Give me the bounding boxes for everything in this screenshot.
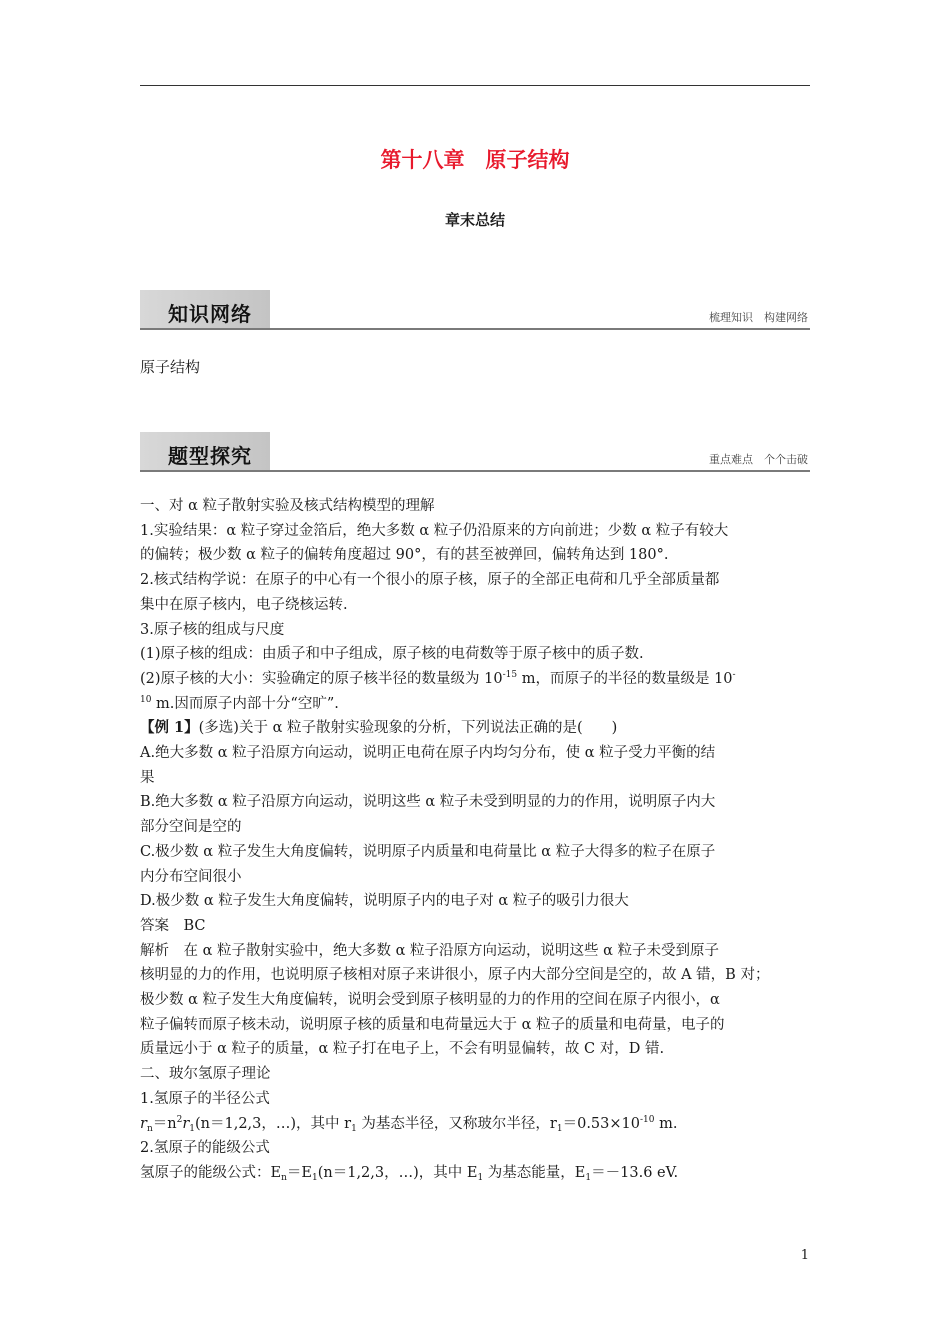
section-tagline: 重点难点 个个击破 [709, 453, 808, 466]
section-rule [140, 470, 810, 472]
section-header-knowledge [140, 290, 810, 330]
heading-bohr-theory: 二、玻尔氢原子理论 [140, 1066, 271, 1083]
knowledge-network-text: 原子结构 [140, 358, 201, 376]
paragraph: (2)原子核的大小：实验确定的原子核半径的数量级为 $10^{-15}$ m，而原子的半径的数量级是 10- [140, 669, 736, 687]
paragraph: 集中在原子核内，电子绕核运转. [140, 596, 348, 613]
section-label: 知识网络 [168, 302, 252, 326]
paragraph: 1.氢原子的半径公式 [140, 1090, 270, 1107]
paragraph: 1.实验结果：α 粒子穿过金箔后，绝大多数 α 粒子仍沿原来的方向前进；少数 α 粒子有较大 [140, 522, 729, 539]
example-question: 【例 1】(多选)关于 α 粒子散射实验现象的分析，下列说法正确的是( ) [140, 719, 618, 737]
analysis: 质量远小于 α 粒子的质量，α 粒子打在电子上，不会有明显偏转，故 C 对，D 错. [140, 1041, 665, 1058]
section-subtitle: 章末总结 [444, 211, 505, 229]
section-header-problems [140, 432, 810, 472]
paragraph: 2.核式结构学说：在原子的中心有一个很小的原子核，原子的全部正电荷和几乎全部质量都 [140, 572, 720, 589]
section-rule [140, 328, 810, 330]
example-tag: 【例 1】 [140, 719, 199, 737]
paragraph: 2.氢原子的能级公式 [140, 1140, 270, 1157]
paragraph: 3.原子核的组成与尺度 [140, 621, 285, 638]
paragraph: $^{10}$ m.因而原子内部十分“空旷”. [140, 694, 339, 712]
analysis: 极少数 α 粒子发生大角度偏转，说明会受到原子核明显的力的作用的空间在原子内很小，α [140, 992, 720, 1009]
option-a-cont: 果 [140, 769, 155, 786]
paragraph: (1)原子核的组成：由质子和中子组成，原子核的电荷数等于原子核中的质子数. [140, 646, 644, 663]
heading-alpha-scattering: 一、对 α 粒子散射实验及核式结构模型的理解 [140, 498, 435, 514]
top-rule [140, 85, 810, 86]
formula-radius: $r_n=n^2r_1(n=1,2,3$，…)，其中 $r_1$ 为基态半径，又称玻尔半径，$r_1=0.53\times 10^{-10}$ m. [140, 1114, 678, 1134]
option-c-cont: 内分布空间很小 [140, 868, 242, 885]
analysis: 粒子偏转而原子核未动，说明原子核的质量和电荷量远大于 α 粒子的质量和电荷量，电子的 [140, 1016, 725, 1033]
option-b-cont: 部分空间是空的 [140, 819, 242, 836]
analysis: 解析 在 α 粒子散射实验中，绝大多数 α 粒子沿原方向运动，说明这些 α 粒子未受到原子 [140, 942, 720, 959]
section-label: 题型探究 [168, 444, 252, 468]
option-a: A.绝大多数 α 粒子沿原方向运动，说明正电荷在原子内均匀分布，使 α 粒子受力平衡的结 [140, 745, 716, 762]
page-number: 1 [800, 1248, 809, 1263]
formula-energy: 氢原子的能级公式：$E_n=E_1(n=1,2,3$，…)，其中 $E_1$ 为基态能量，$E_1=-13.6$ eV. [140, 1164, 679, 1183]
chapter-title: 第十八章 原子结构 [380, 148, 570, 172]
answer: 答案 BC [140, 917, 206, 934]
option-c: C.极少数 α 粒子发生大角度偏转，说明原子内质量和电荷量比 α 粒子大得多的粒子在原子 [140, 843, 716, 860]
option-d: D.极少数 α 粒子发生大角度偏转，说明原子内的电子对 α 粒子的吸引力很大 [140, 893, 629, 910]
option-b: B.绝大多数 α 粒子沿原方向运动，说明这些 α 粒子未受到明显的力的作用，说明原子内大 [140, 794, 716, 811]
paragraph: 的偏转；极少数 α 粒子的偏转角度超过 90°，有的甚至被弹回，偏转角达到 180°. [140, 547, 669, 564]
analysis: 核明显的力的作用，也说明原子核相对原子来讲很小，原子内大部分空间是空的，故 A 错，B 对； [140, 967, 770, 984]
main-content [140, 494, 812, 1186]
section-tagline: 梳理知识 构建网络 [709, 311, 808, 324]
